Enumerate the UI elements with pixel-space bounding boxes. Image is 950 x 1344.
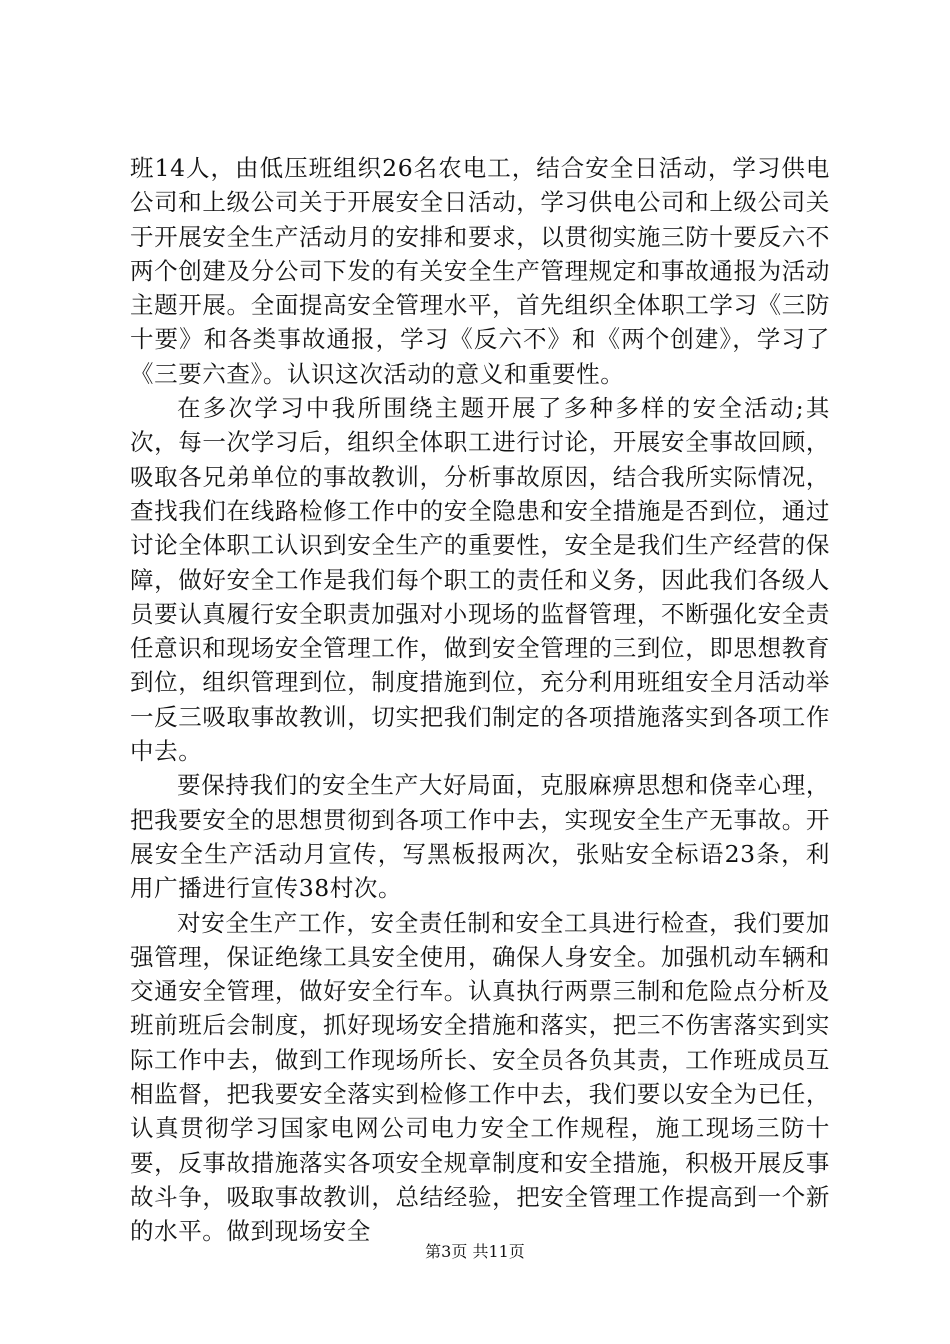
paragraph-continued: 班14人，由低压班组织26名农电工，结合安全日活动，学习供电公司和上级公司关于开展安全日活动，学习供电公司和上级公司关于开展安全生产活动月的安排和要求，以贯彻实施三防十要反六不两个创建及分公司下发的有关安全生产管理规定和事故通报为活动主题开展。全面提高安全管理水平，首先组织全体职工学习《三防十要》和各类事故通报，学习《反六不》和《两个创建》，学习了《三要六查》。认识这次活动的意义和重要性。 [130,154,830,388]
paragraph: 在多次学习中我所围绕主题开展了多种多样的安全活动;其次，每一次学习后，组织全体职工进行讨论，开展安全事故回顾，吸取各兄弟单位的事故教训，分析事故原因，结合我所实际情况，查找我们在线路检修工作中的安全隐患和安全措施是否到位，通过讨论全体职工认识到安全生产的重要性，安全是我们生产经营的保障，做好安全工作是我们每个职工的责任和义务，因此我们各级人员要认真履行安全职责加强对小现场的监督管理，不断强化安全责任意识和现场安全管理工作，做到安全管理的三到位，即思想教育到位，组织管理到位，制度措施到位，充分利用班组安全月活动举一反三吸取事故教训，切实把我们制定的各项措施落实到各项工作中去。 [130,394,830,766]
paragraph: 对安全生产工作，安全责任制和安全工具进行检查，我们要加强管理，保证绝缘工具安全使用，确保人身安全。加强机动车辆和交通安全管理，做好安全行车。认真执行两票三制和危险点分析及班前班后会制度，抓好现场安全措施和落实，把三不伤害落实到实际工作中去，做到工作现场所长、安全员各负其责，工作班成员互相监督，把我要安全落实到检修工作中去，我们要以安全为已任，认真贯彻学习国家电网公司电力安全工作规程，施工现场三防十要，反事故措施落实各项安全规章制度和安全措施，积极开展反事故斗争，吸取事故教训，总结经验，把安全管理工作提高到一个新的水平。做到现场安全 [130,908,830,1246]
page-number-footer: 第3页 共11页 [425,1242,525,1261]
body-text [130,151,830,1249]
paragraph: 要保持我们的安全生产大好局面，克服麻痹思想和侥幸心理，把我要安全的思想贯彻到各项工作中去，实现安全生产无事故。开展安全生产活动月宣传，写黑板报两次，张贴安全标语23条，利用广播进行宣传38村次。 [130,771,830,903]
